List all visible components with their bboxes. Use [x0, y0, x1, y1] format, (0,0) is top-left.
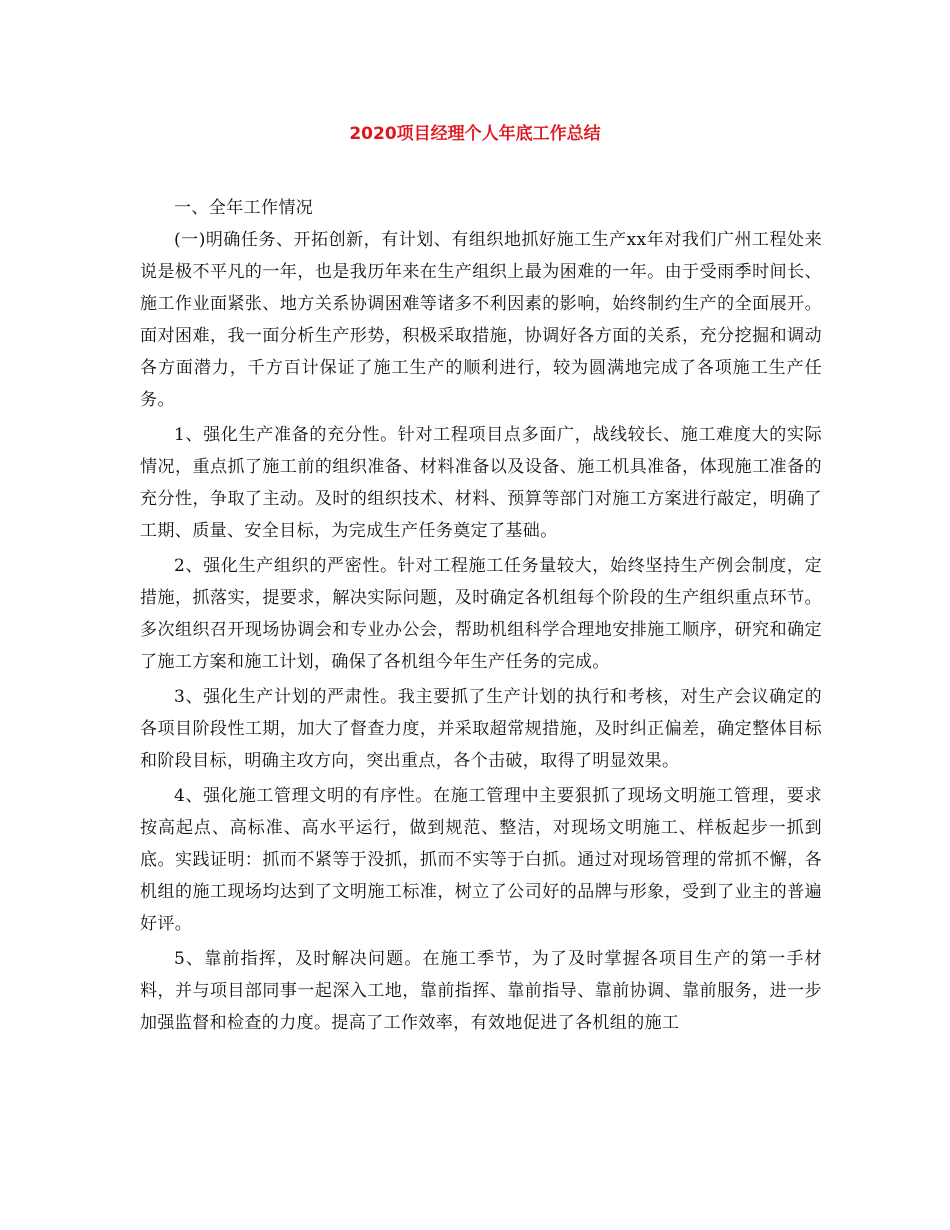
paragraph: 3、强化生产计划的严肃性。我主要抓了生产计划的执行和考核，对生产会议确定的各项目阶段性工期，加大了督查力度，并采取超常规措施，及时纠正偏差，确定整体目标和阶段目标，明确主攻方向，突出重点，各个击破，取得了明显效果。 [140, 687, 822, 771]
paragraph: 1、强化生产准备的充分性。针对工程项目点多面广，战线较长、施工难度大的实际情况，重点抓了施工前的组织准备、材料准备以及设备、施工机具准备，体现施工准备的充分性，争取了主动。及时的组织技术、材料、预算等部门对施工方案进行敲定，明确了工期、质量、安全目标，为完成生产任务奠定了基础。 [140, 425, 822, 541]
paragraph: 2、强化生产组织的严密性。针对工程施工任务量较大，始终坚持生产例会制度，定措施，抓落实，提要求，解决实际问题，及时确定各机组每个阶段的生产组织重点环节。多次组织召开现场协调会和专业办公会，帮助机组科学合理地安排施工顺序，研究和确定了施工方案和施工计划，确保了各机组今年生产任务的完成。 [140, 556, 822, 672]
section-heading: 一、全年工作情况 [174, 198, 314, 218]
paragraph: 4、强化施工管理文明的有序性。在施工管理中主要狠抓了现场文明施工管理，要求按高起点、高标准、高水平运行，做到规范、整洁，对现场文明施工、样板起步一抓到底。实践证明：抓而不紧等于没抓，抓而不实等于白抓。通过对现场管理的常抓不懈，各机组的施工现场均达到了文明施工标准，树立了公司好的品牌与形象，受到了业主的普遍好评。 [140, 786, 822, 934]
paragraph: (一)明确任务、开拓创新，有计划、有组织地抓好施工生产xx年对我们广州工程处来说是极不平凡的一年，也是我历年来在生产组织上最为困难的一年。由于受雨季时间长、施工作业面紧张、地方关系协调困难等诸多不利因素的影响，始终制约生产的全面展开。面对困难，我一面分析生产形势，积极采取措施，协调好各方面的关系，充分挖掘和调动各方面潜力，千方百计保证了施工生产的顺利进行，较为圆满地完成了各项施工生产任务。 [140, 230, 822, 410]
paragraph: 5、靠前指挥，及时解决问题。在施工季节，为了及时掌握各项目生产的第一手材料，并与项目部同事一起深入工地，靠前指挥、靠前指导、靠前协调、靠前服务，进一步加强监督和检查的力度。提高了工作效率，有效地促进了各机组的施工 [140, 949, 822, 1033]
document-title: 2020项目经理个人年底工作总结 [349, 124, 601, 144]
document-body [140, 192, 822, 1042]
